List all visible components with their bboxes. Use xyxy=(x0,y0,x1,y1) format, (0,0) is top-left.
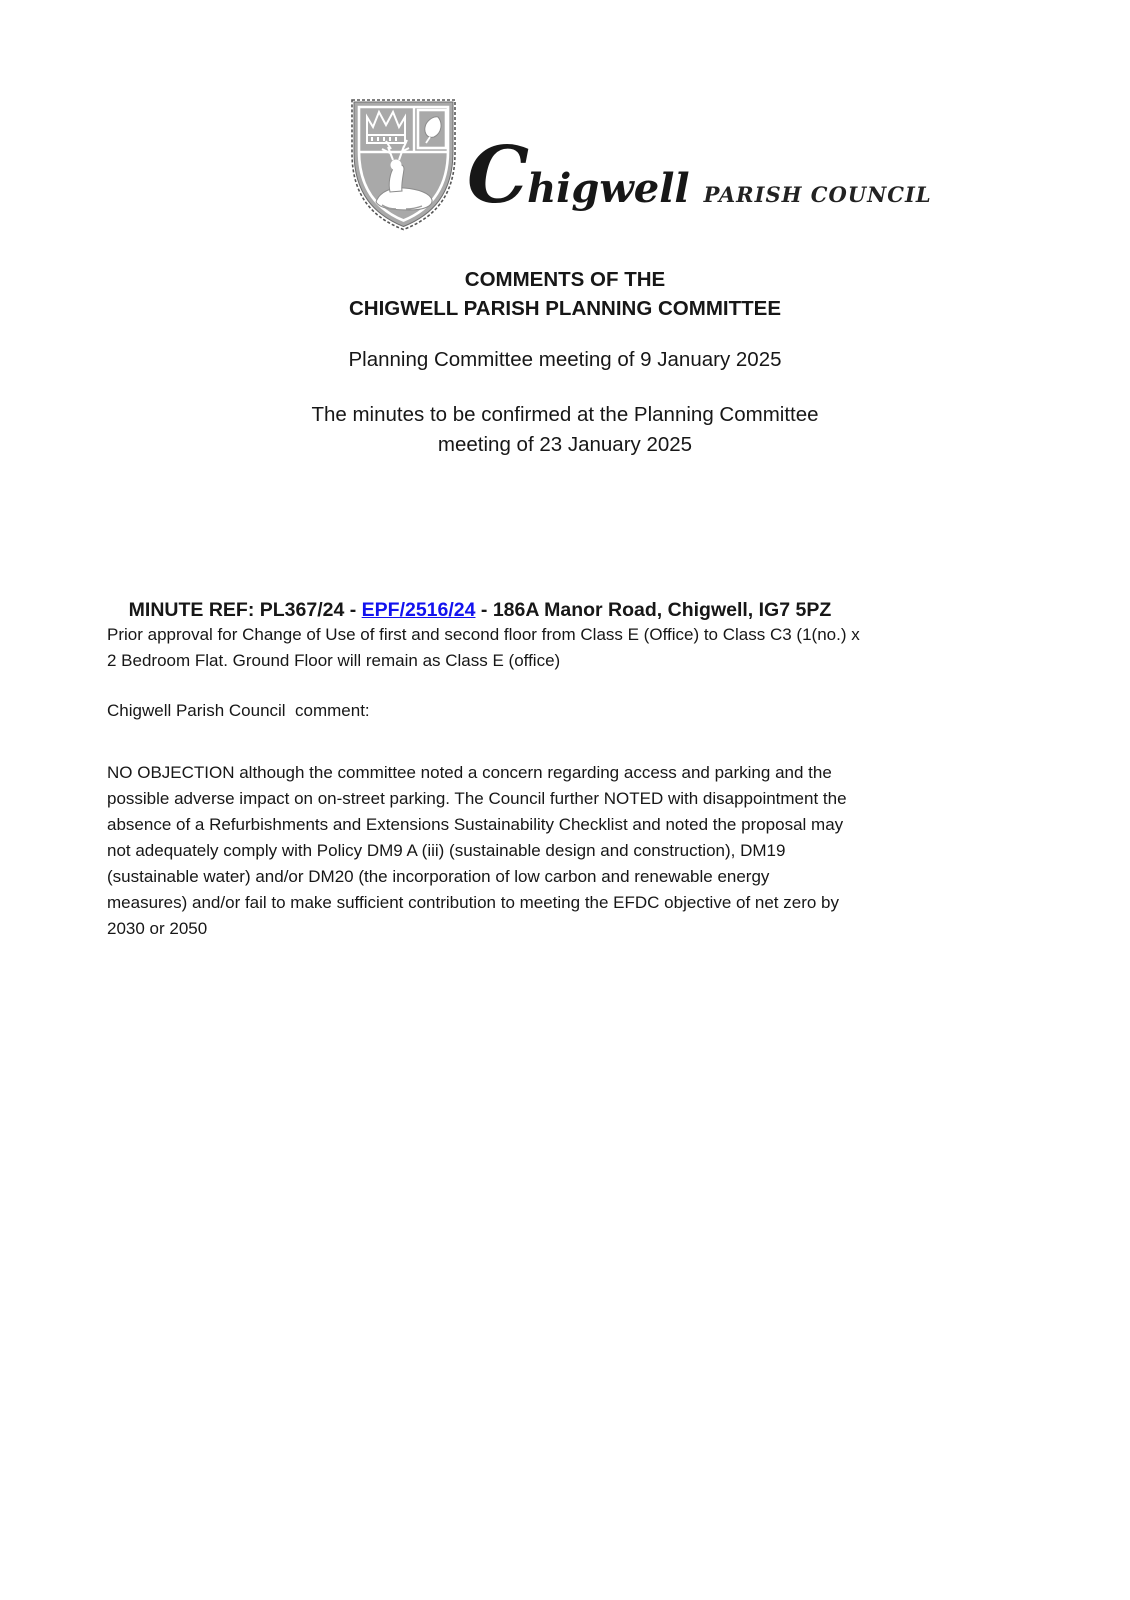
meeting-date-line: Planning Committee meeting of 9 January 2025 xyxy=(348,348,782,371)
planning-application-link[interactable]: EPF/2516/24 xyxy=(361,599,476,621)
title-line-1: COMMENTS OF THE xyxy=(464,268,666,291)
council-wordmark xyxy=(467,130,932,221)
comment-line: absence of a Refurbishments and Extensions Sustainability Checklist and noted the proposal may xyxy=(107,815,844,834)
proposal-line: 2 Bedroom Flat. Ground Floor will remain as Class E (office) xyxy=(107,651,561,670)
council-crest-shield-icon xyxy=(346,97,461,232)
wordmark-caps: PARISH COUNCIL xyxy=(703,182,932,207)
committee-comment xyxy=(107,760,847,942)
minute-ref-address: - 186A Manor Road, Chigwell, IG7 5PZ xyxy=(475,599,832,621)
comment-line: measures) and/or fail to make sufficient contribution to meeting the EFDC objective of net zero by xyxy=(107,893,839,912)
wordmark-initial: C xyxy=(467,130,528,221)
wordmark-script: higwell xyxy=(527,165,690,212)
minute-ref-prefix: MINUTE REF: PL367/24 - xyxy=(128,599,362,621)
confirmation-line-1: The minutes to be confirmed at the Planning Committee xyxy=(311,403,819,426)
comment-line: 2030 or 2050 xyxy=(107,919,208,938)
comment-line: (sustainable water) and/or DM20 (the incorporation of low carbon and renewable energy xyxy=(107,867,770,886)
minutes-confirmation-note xyxy=(0,400,1130,459)
confirmation-line-2: meeting of 23 January 2025 xyxy=(437,432,693,456)
comment-line: NO OBJECTION although the committee noted a concern regarding access and parking and the xyxy=(107,763,832,782)
comment-line: not adequately comply with Policy DM9 A (iii) (sustainable design and construction), DM19 xyxy=(107,841,786,860)
comment-line: possible adverse impact on on-street parking. The Council further NOTED with disappointment the xyxy=(107,789,847,808)
document-title xyxy=(0,266,1130,323)
council-logo xyxy=(346,97,932,232)
proposal-description xyxy=(107,622,860,674)
comment-label: Chigwell Parish Council comment: xyxy=(107,701,370,720)
proposal-line: Prior approval for Change of Use of first and second floor from Class E (Office) to Class C3 (1(no.) x xyxy=(107,625,860,644)
title-line-2: CHIGWELL PARISH PLANNING COMMITTEE xyxy=(348,296,781,320)
